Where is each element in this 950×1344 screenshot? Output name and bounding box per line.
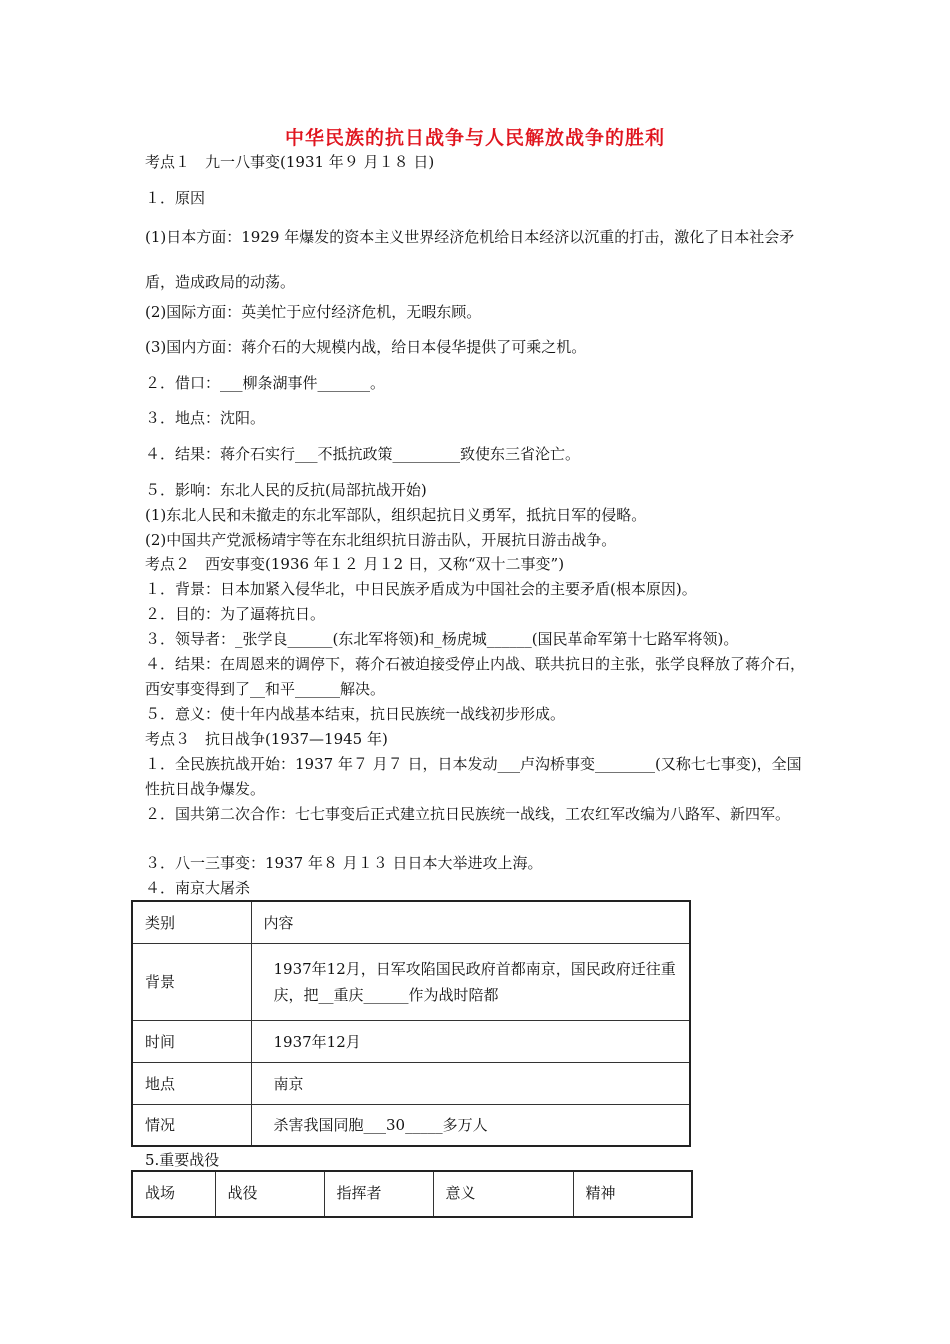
table-cell: 时间: [132, 1020, 251, 1062]
battles-table: [131, 1170, 693, 1218]
kp1-cause-heading: １．原因: [145, 189, 206, 207]
kp1-cause-2: (2)国际方面：英美忙于应付经济危机，无暇东顾。: [145, 303, 482, 321]
table-cell: 南京: [251, 1062, 690, 1104]
kp3-heading: 考点３ 抗日战争(1937—1945 年): [145, 730, 388, 748]
kp3-aug13: ３．八一三事变：1937 年８ 月１３ 日日本大举进攻上海。: [145, 854, 543, 872]
table-row: [132, 901, 690, 943]
table-header-cell: 精神: [573, 1171, 692, 1217]
table-row: [132, 1104, 690, 1146]
page-title: 中华民族的抗日战争与人民解放战争的胜利: [284, 127, 665, 149]
table-row: [132, 1062, 690, 1104]
kp1-impact-2: (2)中国共产党派杨靖宇等在东北组织抗日游击队，开展抗日游击战争。: [145, 531, 617, 549]
kp3-start: １．全民族抗战开始：1937 年７ 月７ 日，日本发动___卢沟桥事变________(又称七七事变)，全国性抗日战争爆发。: [145, 755, 802, 798]
kp1-impact-heading: ５．影响：东北人民的反抗(局部抗战开始): [145, 481, 427, 499]
kp3-battles-heading: 5.重要战役: [145, 1151, 220, 1169]
table-cell: 情况: [132, 1104, 251, 1146]
table-cell: 背景: [132, 943, 251, 1020]
table-header-cell: 战场: [132, 1171, 215, 1217]
kp2-background: １．背景：日本加紧入侵华北，中日民族矛盾成为中国社会的主要矛盾(根本原因)。: [145, 580, 697, 598]
table-header-cell: 意义: [433, 1171, 573, 1217]
kp1-pretext: ２．借口：___柳条湖事件_______。: [145, 374, 386, 392]
kp1-heading: 考点１ 九一八事变(1931 年９ 月１８ 日): [145, 153, 435, 171]
table-cell: 1937年12月: [251, 1020, 690, 1062]
table-row: [132, 943, 690, 1020]
table-cell: 类别: [132, 901, 251, 943]
kp1-place: ３．地点：沈阳。: [145, 409, 266, 427]
table-cell: 内容: [251, 901, 690, 943]
kp3-nanjing-heading: ４．南京大屠杀: [145, 879, 251, 897]
table-cell: 杀害我国同胞___30_____多万人: [251, 1104, 690, 1146]
kp3-cooperation: ２．国共第二次合作：七七事变后正式建立抗日民族统一战线，工农红军改编为八路军、新四军。: [145, 805, 791, 823]
table-header-cell: 指挥者: [324, 1171, 433, 1217]
table-cell: 地点: [132, 1062, 251, 1104]
kp2-leaders: ３．领导者：_张学良______(东北军将领)和_杨虎城______(国民革命军第十七路军将领)。: [145, 630, 739, 648]
kp1-impact-1: (1)东北人民和未撤走的东北军部队，组织起抗日义勇军，抵抗日军的侵略。: [145, 506, 647, 524]
nanjing-table: [131, 900, 691, 1147]
kp1-result: ４．结果：蒋介石实行___不抵抗政策_________致使东三省沦亡。: [145, 445, 581, 463]
table-header-cell: 战役: [215, 1171, 324, 1217]
kp2-result: ４．结果：在周恩来的调停下，蒋介石被迫接受停止内战、联共抗日的主张，张学良释放了蒋介石，西安事变得到了__和平______解决。: [145, 655, 806, 698]
kp1-cause-1: (1)日本方面：1929 年爆发的资本主义世界经济危机给日本经济以沉重的打击，激化了日本社会矛盾，造成政局的动荡。: [145, 228, 795, 291]
table-row: [132, 1020, 690, 1062]
kp1-cause-3: (3)国内方面：蒋介石的大规模内战，给日本侵华提供了可乘之机。: [145, 338, 587, 356]
kp2-heading: 考点２ 西安事变(1936 年１２ 月１2 日，又称“双十二事变”): [145, 555, 565, 573]
kp2-aim: ２．目的：为了逼蒋抗日。: [145, 605, 326, 623]
kp2-meaning: ５．意义：使十年内战基本结束，抗日民族统一战线初步形成。: [145, 705, 566, 723]
table-cell: 1937年12月，日军攻陷国民政府首都南京，国民政府迁往重庆，把__重庆______作为战时陪都: [251, 943, 690, 1020]
table-row: [132, 1171, 692, 1217]
